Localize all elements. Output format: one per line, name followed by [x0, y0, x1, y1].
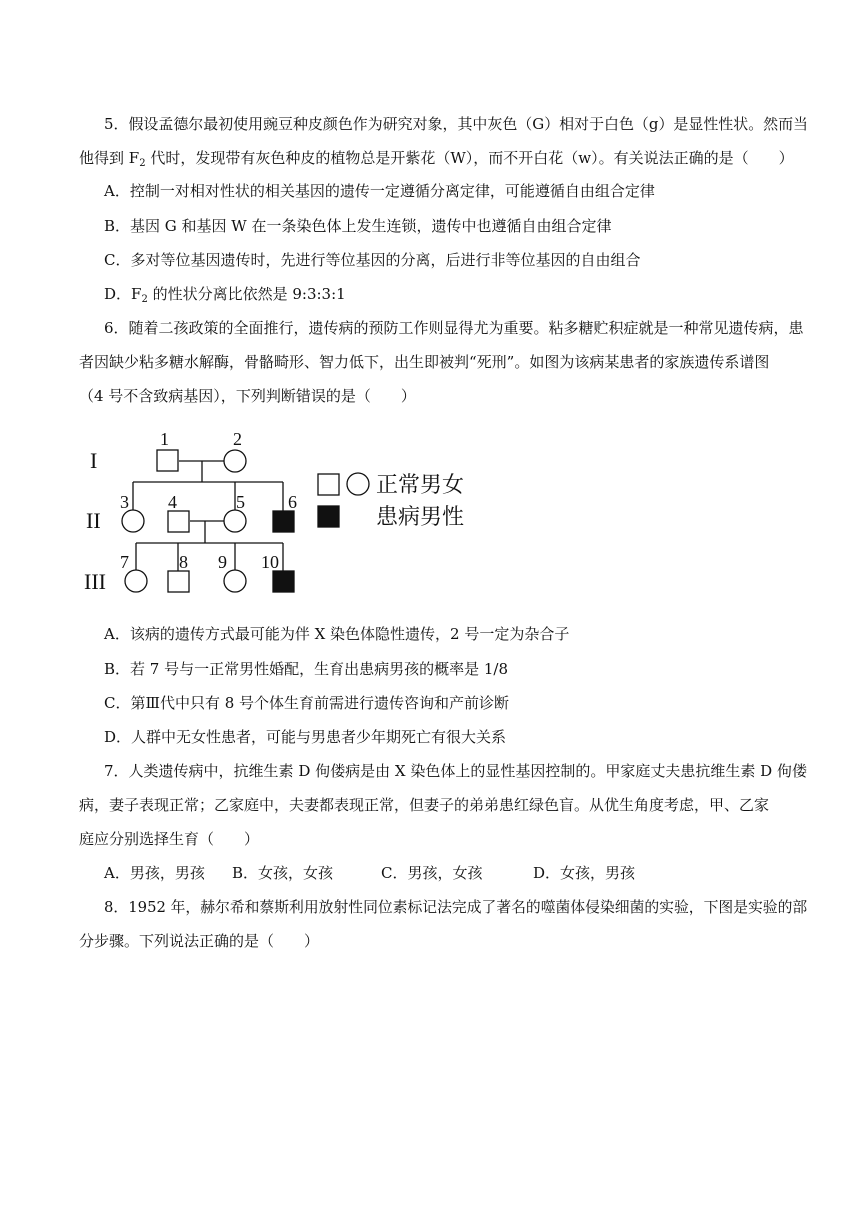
q5-option-c: C．多对等位基因遗传时，先进行等位基因的分离，后进行非等位基因的自由组合 — [104, 251, 641, 269]
q6-line-3: （4 号不含致病基因），下列判断错误的是（ ） — [79, 387, 416, 405]
q5-line-2-post: 代时，发现带有灰色种皮的植物总是开紫花（W），而不开白花（w）。有关说法正确的是（ ） — [145, 149, 794, 167]
q6-option-b: B．若 7 号与一正常男性婚配，生育出患病男孩的概率是 1/8 — [104, 660, 509, 678]
q6-line-1: 6．随着二孩政策的全面推行，遗传病的预防工作则显得尤为重要。粘多糖贮积症就是一种常见遗传病，患 — [104, 319, 804, 337]
individual-number-9: 9 — [218, 552, 227, 572]
generation-label-3: III — [84, 569, 106, 594]
individual-number-1: 1 — [160, 429, 169, 449]
q7-line-2: 病，妻子表现正常；乙家庭中，夫妻都表现正常，但妻子的弟弟患红绿色盲。从优生角度考虑，甲、乙家 — [79, 796, 770, 814]
individual-number-8: 8 — [179, 552, 188, 572]
pedigree-svg — [78, 418, 498, 608]
individual-number-4: 4 — [168, 492, 177, 512]
q7-line-3: 庭应分别选择生育（ ） — [79, 830, 260, 848]
legend-normal-female-symbol — [347, 473, 369, 495]
individual-8-normal-male — [168, 571, 189, 592]
individual-5-normal-female — [224, 510, 246, 532]
legend-affected-male-symbol — [318, 506, 339, 527]
individual-6-affected-male — [273, 511, 294, 532]
individual-number-6: 6 — [288, 492, 297, 512]
q6-option-c: C．第Ⅲ代中只有 8 号个体生育前需进行遗传咨询和产前诊断 — [104, 694, 510, 712]
q6-option-a: A．该病的遗传方式最可能为伴 X 染色体隐性遗传，2 号一定为杂合子 — [104, 625, 570, 643]
legend-normal-male-symbol — [318, 474, 339, 495]
q7-line-1: 7．人类遗传病中，抗维生素 D 佝偻病是由 X 染色体上的显性基因控制的。甲家庭丈夫患抗维生素 D 佝偻 — [104, 762, 807, 780]
legend-affected-label: 患病男性 — [376, 504, 465, 529]
q8-line-2: 分步骤。下列说法正确的是（ ） — [79, 932, 320, 950]
individual-number-2: 2 — [233, 429, 242, 449]
q5-line-1: 5．假设孟德尔最初使用豌豆种皮颜色作为研究对象，其中灰色（G）相对于白色（g）是显性性状。然而当 — [104, 115, 809, 133]
q7-option-a: A．男孩，男孩 — [104, 864, 205, 882]
pedigree-diagram — [78, 418, 498, 608]
q5-option-d-sub: 2 — [141, 294, 148, 305]
individual-1-normal-male — [157, 450, 178, 471]
legend-normal-label: 正常男女 — [376, 472, 465, 497]
q7-option-c: C．男孩，女孩 — [381, 864, 483, 882]
q8-line-1: 8．1952 年，赫尔希和蔡斯利用放射性同位素标记法完成了著名的噬菌体侵染细菌的实验，下图是实验的部 — [104, 898, 808, 916]
generation-label-1: I — [90, 448, 98, 473]
q6-option-d: D．人群中无女性患者，可能与男患者少年期死亡有很大关系 — [104, 728, 507, 746]
q5-option-d — [104, 284, 346, 304]
q5-option-a: A．控制一对相对性状的相关基因的遗传一定遵循分离定律，可能遵循自由组合定律 — [104, 182, 655, 200]
individual-2-normal-female — [224, 450, 246, 472]
individual-10-affected-male — [273, 571, 294, 592]
q5-line-2-pre: 他得到 F — [79, 149, 140, 167]
individual-4-normal-male — [168, 511, 189, 532]
individual-number-7: 7 — [120, 552, 129, 572]
q5-line-2 — [79, 148, 794, 168]
q5-option-b: B．基因 G 和基因 W 在一条染色体上发生连锁，遗传中也遵循自由组合定律 — [104, 217, 612, 235]
q5-line-2-sub: 2 — [139, 158, 146, 169]
q7-option-d: D．女孩，男孩 — [533, 864, 636, 882]
individual-number-5: 5 — [236, 492, 245, 512]
q7-option-b: B．女孩，女孩 — [232, 864, 334, 882]
individual-9-normal-female — [224, 570, 246, 592]
individual-number-3: 3 — [120, 492, 129, 512]
individual-number-10: 10 — [261, 552, 279, 572]
q5-option-d-post: 的性状分离比依然是 9:3:3:1 — [147, 285, 346, 303]
individual-3-normal-female — [122, 510, 144, 532]
q5-option-d-pre: D．F — [104, 285, 142, 303]
generation-label-2: II — [86, 508, 101, 533]
q6-line-2: 者因缺少粘多糖水解酶，骨骼畸形、智力低下，出生即被判“死刑”。如图为该病某患者的家族遗传系谱图 — [79, 353, 770, 371]
individual-7-normal-female — [125, 570, 147, 592]
